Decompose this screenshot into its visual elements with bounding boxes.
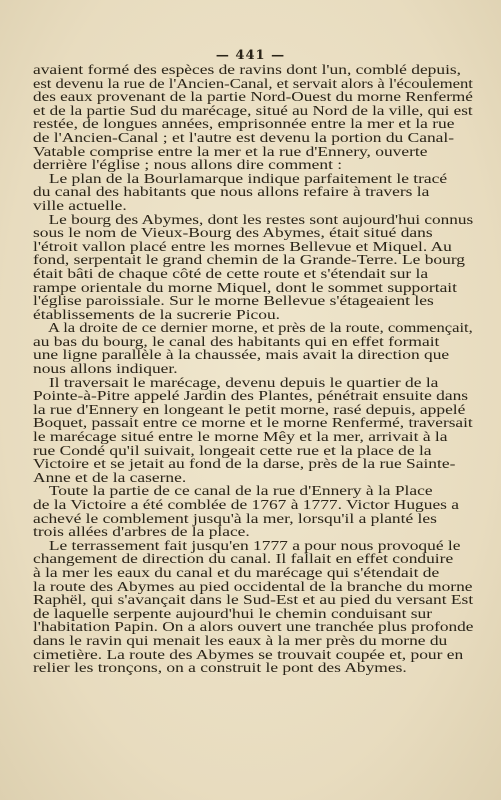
text-line: Raphël, qui s'avançait dans le Sud-Est et au pied du versant Est	[33, 592, 474, 608]
text-line: sous le nom de Vieux-Bourg des Abymes, était situé dans	[33, 225, 433, 241]
text-line: A la droite de ce dernier morne, et près de la route, commençait,	[48, 320, 473, 336]
text-line: avaient formé des espèces de ravins dont l'un, comblé depuis,	[33, 62, 462, 77]
text-line: Le terrassement fait jusqu'en 1777 a pour nous provoqué le	[48, 537, 461, 553]
text-line: restée, de longues années, emprisonnée entre la mer et la rue	[33, 116, 455, 132]
text-line: relier les tronçons, on a construit le pont des Abymes.	[33, 660, 407, 676]
text-line: trois allées d'arbres de la place.	[33, 524, 250, 540]
text-line: était bâti de chaque côté de cette route et s'étendait sur la	[33, 265, 429, 281]
text-line: la route des Abymes au pied occidental de la branche du morne	[33, 578, 473, 594]
text-line: est devenu la rue de l'Ancien-Canal, et servait alors à l'écoulement	[33, 75, 473, 91]
text-line: l'étroit vallon placé entre les mornes Bellevue et Miquel. Au	[33, 238, 452, 254]
text-line: rue Condé qu'il suivait, longeait cette rue et la place de la	[33, 442, 432, 458]
text-line: et de la partie Sud du marécage, situé au Nord de la ville, qui est	[33, 102, 473, 118]
text-line: Boquet, passait entre ce morne et le morne Renfermé, traversait	[33, 415, 473, 431]
text-line: derrière l'église ; nous allons dire comment :	[33, 157, 343, 173]
text-line: Victoire et se jetait au fond de la darse, près de la rue Sainte-	[33, 456, 456, 472]
text-line: une ligne parallèle à la chaussée, mais avait la direction que	[33, 347, 450, 363]
text-line: l'église paroissiale. Sur le morne Bellevue s'étageaient les	[33, 293, 434, 309]
text-line: le marécage situé entre le morne Mêy et la mer, arrivait à la	[33, 429, 448, 445]
text-line: l'habitation Papin. On a alors ouvert une tranchée plus profonde	[33, 619, 474, 635]
text-line: à la mer les eaux du canal et du marécage qui s'étendait de	[33, 564, 440, 580]
text-line: Le bourg des Abymes, dont les restes sont aujourd'hui connus	[48, 211, 474, 227]
text-line: du canal des habitants que nous allons refaire à travers la	[33, 184, 430, 200]
text-line: dans le ravin qui menait les eaux à la mer près du morne du	[33, 632, 448, 648]
text-line: établissements de la sucrerie Picou.	[33, 306, 281, 322]
text-line: Pointe-à-Pitre appelé Jardin des Plantes, pénétrait ensuite dans	[33, 388, 469, 404]
text-line: Vatable comprise entre la mer et la rue d'Ennery, ouverte	[33, 143, 428, 159]
text-line: Le plan de la Bourlamarque indique parfaitement le tracé	[48, 170, 448, 186]
text-line: de l'Ancien-Canal ; et l'autre est devenu la portion du Canal-	[33, 129, 455, 145]
text-line: Anne et de la caserne.	[33, 469, 187, 485]
text-line: rampe orientale du morne Miquel, dont le sommet supportait	[33, 279, 457, 295]
body-text	[33, 62, 474, 676]
text-line: changement de direction du canal. Il fallait en effet conduire	[33, 551, 454, 567]
text-line: de la Victoire a été comblée de 1767 à 1777. Victor Hugues a	[33, 497, 460, 512]
text-line: ville actuelle.	[33, 197, 127, 213]
text-line: Toute la partie de ce canal de la rue d'Ennery à la Place	[48, 483, 433, 499]
text-line: cimetière. La route des Abymes se trouvait coupée et, pour en	[33, 646, 464, 662]
text-line: de laquelle serpente aujourd'hui le chemin conduisant sur	[33, 605, 433, 621]
text-line: achevé le comblement jusqu'à la mer, lorsqu'il a planté les	[33, 510, 437, 526]
text-line: nous allons indiquer.	[33, 361, 178, 377]
text-line: au bas du bourg, le canal des habitants qui en effet formait	[33, 333, 440, 349]
text-line: Il traversait le marécage, devenu depuis le quartier de la	[48, 374, 439, 390]
page-number: — 441 —	[215, 48, 286, 63]
text-line: fond, serpentait le grand chemin de la Grande-Terre. Le bourg	[33, 252, 466, 268]
text-line: des eaux provenant de la partie Nord-Ouest du morne Renfermé	[33, 89, 473, 105]
text-line: la rue d'Ennery en longeant le petit morne, rasé depuis, appelé	[33, 401, 466, 417]
